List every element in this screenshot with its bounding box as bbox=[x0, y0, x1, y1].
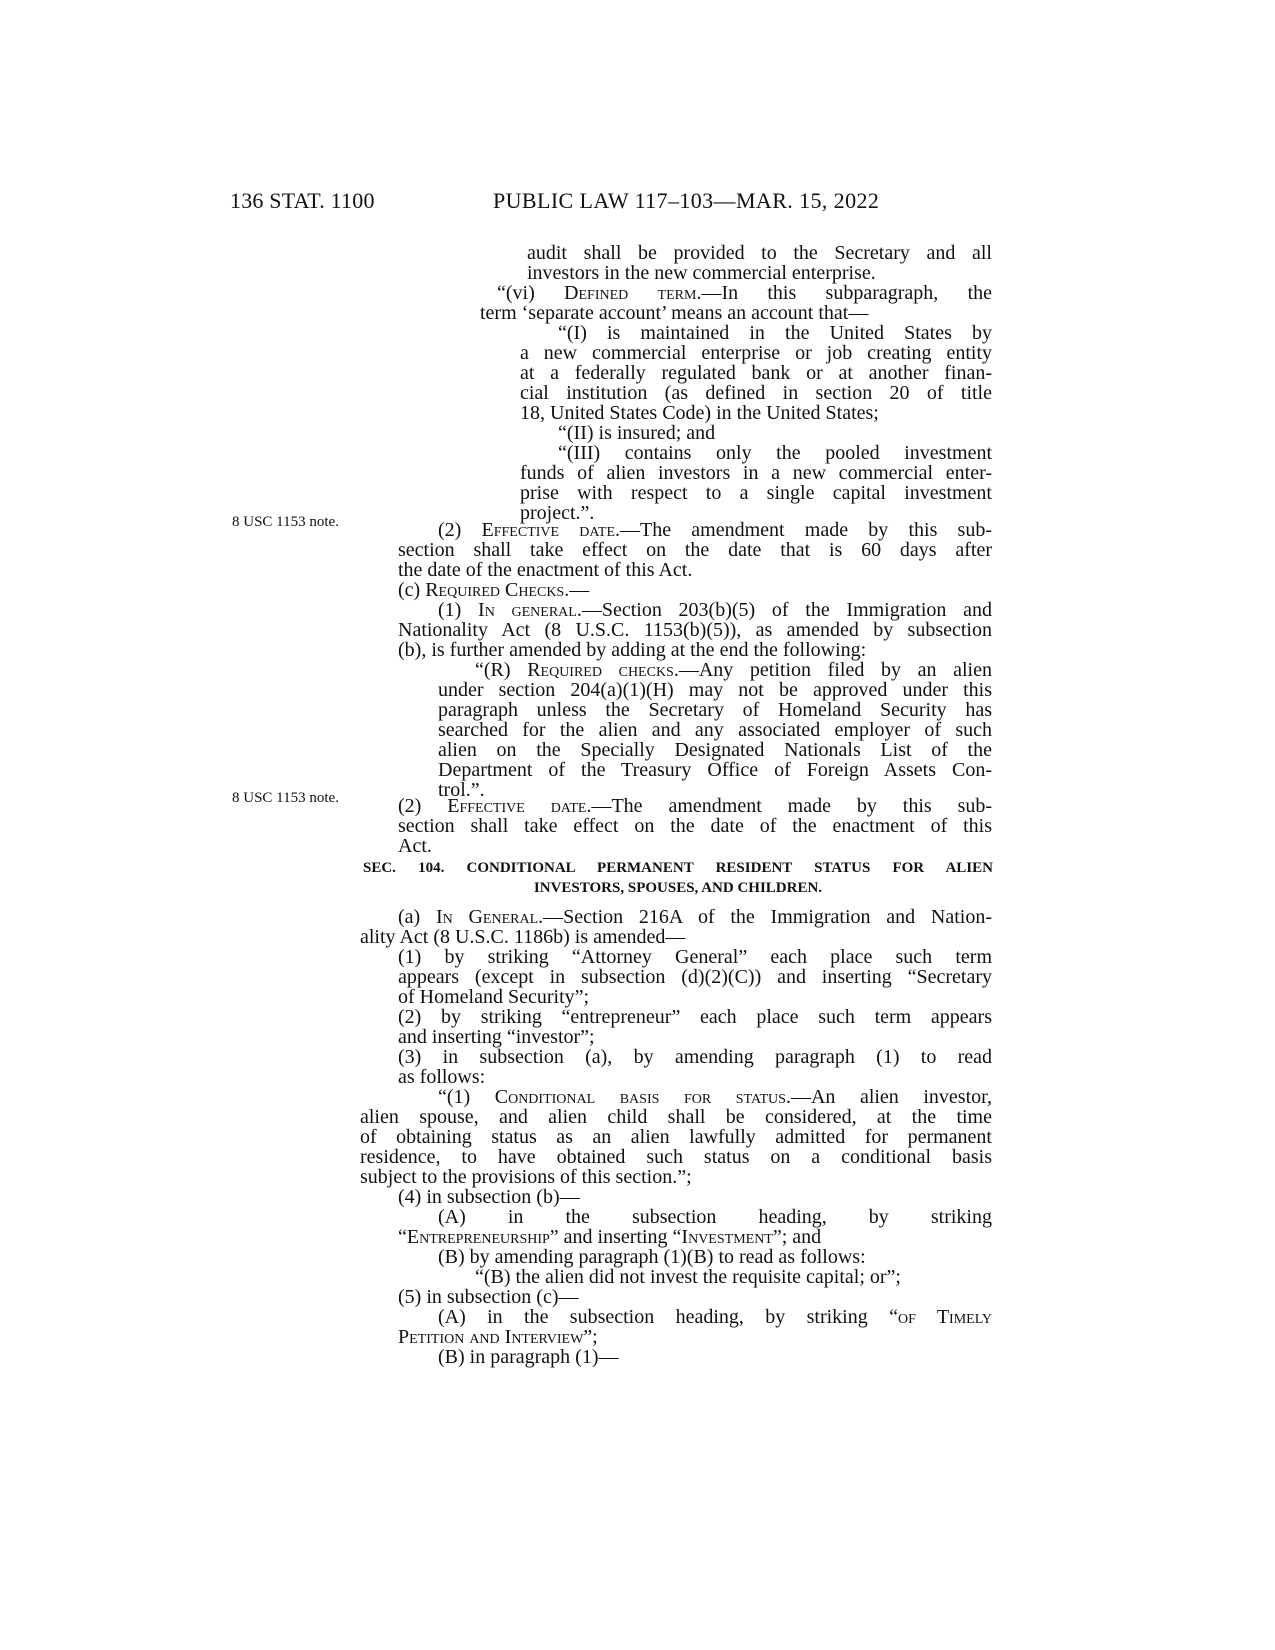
text-line: section shall take effect on the date that is 60 days after bbox=[398, 539, 992, 561]
text-line: section shall take effect on the date of the enactment of this bbox=[398, 815, 992, 837]
text-line: as follows: bbox=[398, 1066, 486, 1088]
small-caps-heading: Effective date bbox=[481, 519, 616, 541]
text-line: “(I) is maintained in the United States by bbox=[558, 322, 992, 344]
small-caps-heading: Petition and Interview bbox=[398, 1326, 584, 1348]
text-line: (2) by striking “entrepreneur” each place such term appears bbox=[398, 1006, 992, 1028]
page-header bbox=[230, 188, 1040, 218]
text-line: “(III) contains only the pooled investment bbox=[558, 442, 992, 464]
small-caps-heading: Required checks bbox=[527, 659, 674, 681]
text-line: Act. bbox=[398, 835, 432, 857]
text-line: ality Act (8 U.S.C. 1186b) is amended— bbox=[360, 926, 686, 948]
text-line: at a federally regulated bank or at another finan- bbox=[520, 362, 992, 384]
margin-note-usc: 8 USC 1153 note. bbox=[232, 790, 339, 806]
text-line: (2) Effective date.—The amendment made by this sub- bbox=[398, 795, 993, 817]
text-line: 18, United States Code) in the United States; bbox=[520, 402, 879, 424]
statute-reference: 136 STAT. 1100 bbox=[230, 188, 375, 213]
text-line: (2) Effective date.—The amendment made by this sub- bbox=[438, 519, 993, 541]
text-line: “(B) the alien did not invest the requisite capital; or”; bbox=[475, 1266, 901, 1288]
text-line: funds of alien investors in a new commercial enter- bbox=[520, 462, 992, 484]
text-line: alien on the Specially Designated Nationals List of the bbox=[438, 739, 992, 761]
text-line: term ‘separate account’ means an account that— bbox=[480, 302, 869, 324]
text-line: cial institution (as defined in section 20 of title bbox=[520, 382, 992, 404]
public-law-title: PUBLIC LAW 117–103—MAR. 15, 2022 bbox=[493, 188, 880, 213]
small-caps-heading: Investment bbox=[681, 1226, 773, 1248]
text-line: “(R) Required checks.—Any petition filed by an alien bbox=[475, 659, 992, 681]
text-line: of obtaining status as an alien lawfully admitted for permanent bbox=[360, 1126, 992, 1148]
small-caps-heading: In General bbox=[435, 906, 539, 928]
text-line: (c) Required Checks.— bbox=[398, 579, 590, 601]
text-line: investors in the new commercial enterprise. bbox=[527, 262, 876, 284]
text-line: audit shall be provided to the Secretary and all bbox=[527, 242, 992, 264]
text-line: Nationality Act (8 U.S.C. 1153(b)(5)), as amended by subsection bbox=[398, 619, 992, 641]
text-line: (A) in the subsection heading, by striking bbox=[438, 1206, 992, 1228]
text-line: (a) In General.—Section 216A of the Immigration and Nation- bbox=[398, 906, 993, 928]
small-caps-heading: Defined term bbox=[564, 282, 697, 304]
text-line: Department of the Treasury Office of Foreign Assets Con- bbox=[438, 759, 992, 781]
text-line: project.”. bbox=[520, 502, 595, 524]
text-line: (B) in paragraph (1)— bbox=[438, 1346, 619, 1368]
margin-note-usc: 8 USC 1153 note. bbox=[232, 514, 339, 530]
text-line: residence, to have obtained such status on a conditional basis bbox=[360, 1146, 992, 1168]
section-heading-line: SEC. 104. CONDITIONAL PERMANENT RESIDENT STATUS FOR ALIEN bbox=[363, 860, 993, 876]
text-line: “(vi) Defined term.—In this subparagraph, the bbox=[497, 282, 992, 304]
text-line: (5) in subsection (c)— bbox=[398, 1286, 579, 1308]
text-line: Petition and Interview”; bbox=[398, 1326, 598, 1348]
text-line: searched for the alien and any associated employer of such bbox=[438, 719, 992, 741]
text-line: under section 204(a)(1)(H) may not be approved under this bbox=[438, 679, 992, 701]
small-caps-heading: Effective date bbox=[447, 795, 587, 817]
small-caps-heading: Required Checks bbox=[425, 579, 565, 601]
text-line: “Entrepreneurship” and inserting “Investment”; and bbox=[398, 1226, 822, 1248]
text-line: (b), is further amended by adding at the end the following: bbox=[398, 639, 867, 661]
text-line: a new commercial enterprise or job creating entity bbox=[520, 342, 992, 364]
small-caps-heading: of Timely bbox=[897, 1306, 992, 1328]
text-line: (B) by amending paragraph (1)(B) to read as follows: bbox=[438, 1246, 866, 1268]
small-caps-heading: Conditional basis for status bbox=[494, 1086, 786, 1108]
text-line: trol.”. bbox=[438, 779, 485, 801]
text-line: (A) in the subsection heading, by striking “of Timely bbox=[438, 1306, 992, 1328]
text-line: (4) in subsection (b)— bbox=[398, 1186, 580, 1208]
small-caps-heading: In general bbox=[478, 599, 577, 621]
text-line: and inserting “investor”; bbox=[398, 1026, 595, 1048]
text-line: (1) In general.—Section 203(b)(5) of the Immigration and bbox=[438, 599, 992, 621]
text-line: “(1) Conditional basis for status.—An alien investor, bbox=[438, 1086, 992, 1108]
text-line: subject to the provisions of this section.”; bbox=[360, 1166, 692, 1188]
text-line: prise with respect to a single capital investment bbox=[520, 482, 992, 504]
small-caps-heading: Entrepreneurship bbox=[406, 1226, 550, 1248]
text-line: appears (except in subsection (d)(2)(C)) and inserting “Secretary bbox=[398, 966, 992, 988]
text-line: (3) in subsection (a), by amending paragraph (1) to read bbox=[398, 1046, 992, 1068]
section-heading-line: INVESTORS, SPOUSES, AND CHILDREN. bbox=[533, 880, 823, 896]
text-line: (1) by striking “Attorney General” each place such term bbox=[398, 946, 992, 968]
text-line: of Homeland Security”; bbox=[398, 986, 590, 1008]
text-line: paragraph unless the Secretary of Homeland Security has bbox=[438, 699, 992, 721]
text-line: alien spouse, and alien child shall be considered, at the time bbox=[360, 1106, 992, 1128]
text-line: the date of the enactment of this Act. bbox=[398, 559, 693, 581]
text-line: “(II) is insured; and bbox=[558, 422, 716, 444]
